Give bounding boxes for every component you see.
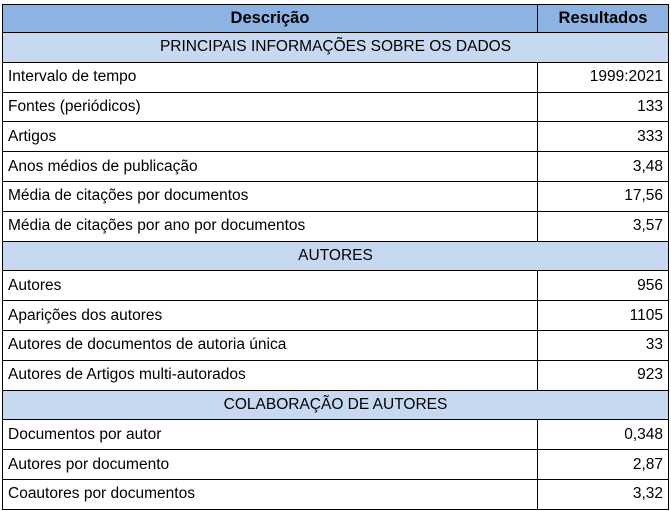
- row-value: 1999:2021: [538, 62, 669, 92]
- row-value: 333: [538, 122, 669, 152]
- row-label: Autores de Artigos multi-autorados: [3, 360, 538, 390]
- row-label: Autores: [3, 271, 538, 301]
- table-row: [3, 420, 669, 450]
- row-value: 33: [538, 330, 669, 360]
- table-row: [3, 92, 669, 122]
- header-results: Resultados: [538, 5, 669, 33]
- section-title: AUTORES: [3, 241, 669, 271]
- row-value: 0,348: [538, 420, 669, 450]
- table-row: [3, 62, 669, 92]
- row-label: Intervalo de tempo: [3, 62, 538, 92]
- table-row: [3, 479, 669, 509]
- table-row: [3, 450, 669, 480]
- row-value: 133: [538, 92, 669, 122]
- row-value: 17,56: [538, 181, 669, 211]
- table-row: [3, 152, 669, 182]
- table-row: [3, 360, 669, 390]
- row-label: Autores por documento: [3, 450, 538, 480]
- section-title: COLABORAÇÃO DE AUTORES: [3, 390, 669, 420]
- row-label: Média de citações por documentos: [3, 181, 538, 211]
- row-value: 923: [538, 360, 669, 390]
- row-label: Autores de documentos de autoria única: [3, 330, 538, 360]
- table-header-row: [3, 5, 669, 33]
- row-label: Coautores por documentos: [3, 479, 538, 509]
- row-value: 3,48: [538, 152, 669, 182]
- row-label: Documentos por autor: [3, 420, 538, 450]
- table-row: [3, 181, 669, 211]
- table-row: [3, 330, 669, 360]
- table-row: [3, 122, 669, 152]
- row-label: Fontes (periódicos): [3, 92, 538, 122]
- row-value: 956: [538, 271, 669, 301]
- section-row-autores: [3, 241, 669, 271]
- table-row: [3, 301, 669, 331]
- table-row: [3, 211, 669, 241]
- row-label: Anos médios de publicação: [3, 152, 538, 182]
- header-description: Descrição: [3, 5, 538, 33]
- row-value: 2,87: [538, 450, 669, 480]
- section-row-dados: [3, 33, 669, 63]
- section-row-colaboracao: [3, 390, 669, 420]
- row-label: Artigos: [3, 122, 538, 152]
- results-table-container: [2, 4, 669, 510]
- section-title: PRINCIPAIS INFORMAÇÕES SOBRE OS DADOS: [3, 33, 669, 63]
- row-label: Média de citações por ano por documentos: [3, 211, 538, 241]
- row-label: Aparições dos autores: [3, 301, 538, 331]
- row-value: 1105: [538, 301, 669, 331]
- table-row: [3, 271, 669, 301]
- results-table: [2, 4, 669, 510]
- row-value: 3,57: [538, 211, 669, 241]
- row-value: 3,32: [538, 479, 669, 509]
